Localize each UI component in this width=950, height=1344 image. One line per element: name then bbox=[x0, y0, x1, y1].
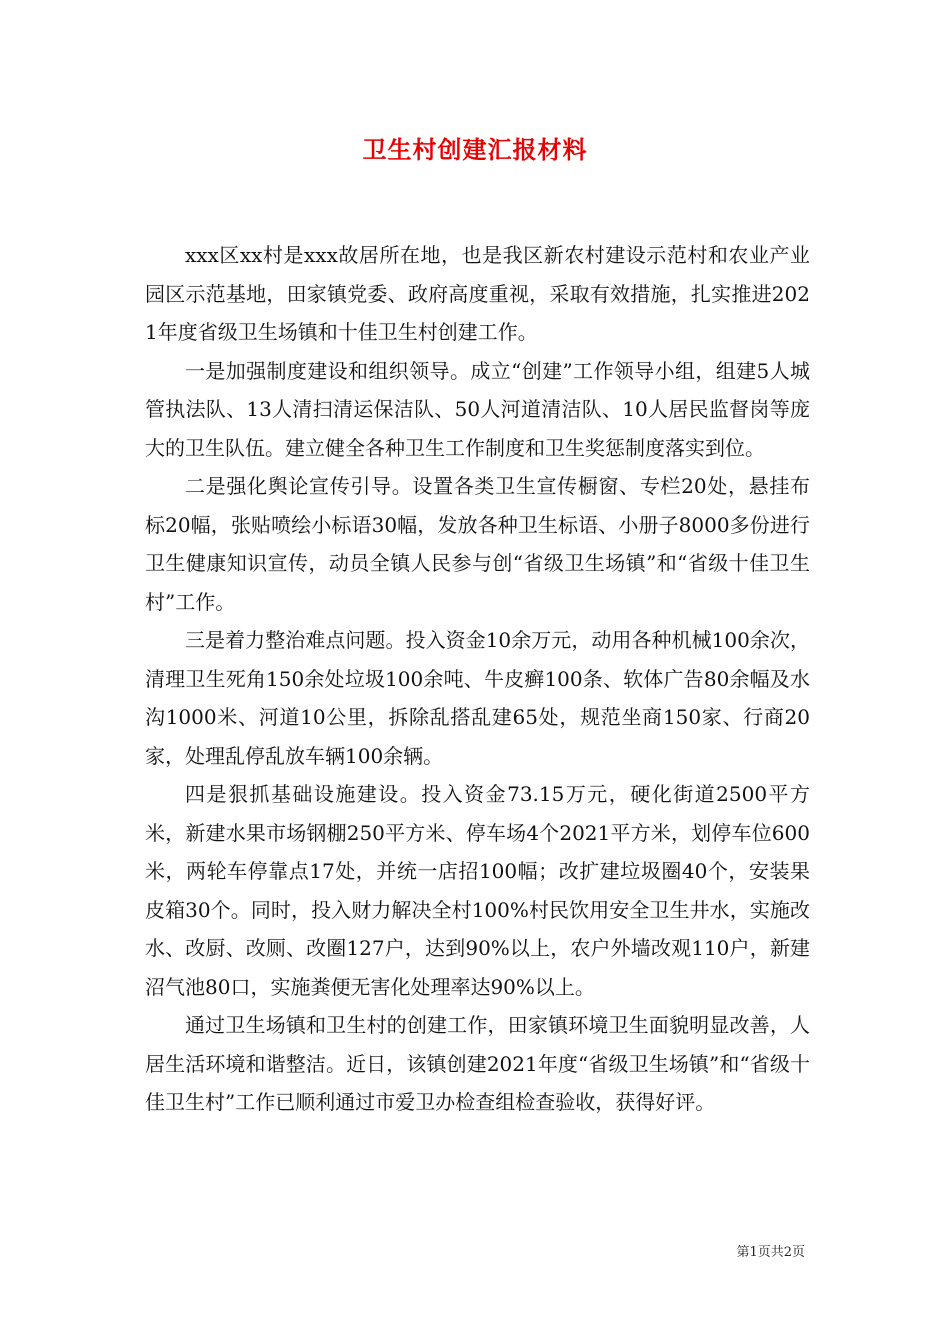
document-body bbox=[145, 236, 810, 1122]
paragraph-intro: xxx区xx村是xxx故居所在地，也是我区新农村建设示范村和农业产业园区示范基地，田家镇党委、政府高度重视，采取有效措施，扎实推进2021年度省级卫生场镇和十佳卫生村创建工作。 bbox=[145, 243, 810, 344]
page-number: 第1页共2页 bbox=[736, 1245, 805, 1260]
paragraph-conclusion: 通过卫生场镇和卫生村的创建工作，田家镇环境卫生面貌明显改善，人居生活环境和谐整洁。近日，该镇创建2021年度“省级卫生场镇”和“省级十佳卫生村”工作已顺利通过市爱卫办检查组检查验收，获得好评。 bbox=[145, 1013, 810, 1114]
paragraph-three: 三是着力整治难点问题。投入资金10余万元，动用各种机械100余次，清理卫生死角150余处垃圾100余吨、牛皮癣100条、软体广告80余幅及水沟1000米、河道10公里，拆除乱搭乱建65处，规范坐商150家、行商20家，处理乱停乱放车辆100余辆。 bbox=[145, 628, 810, 768]
paragraph-two: 二是强化舆论宣传引导。设置各类卫生宣传橱窗、专栏20处，悬挂布标20幅，张贴喷绘小标语30幅，发放各种卫生标语、小册子8000多份进行卫生健康知识宣传，动员全镇人民参与创“省级卫生场镇”和“省级十佳卫生村”工作。 bbox=[145, 474, 810, 614]
paragraph-four: 四是狠抓基础设施建设。投入资金73.15万元，硬化街道2500平方米，新建水果市场钢棚250平方米、停车场4个2021平方米，划停车位600米，两轮车停靠点17处，并统一店招100幅；改扩建垃圾圈40个，安装果皮箱30个。同时，投入财力解决全村100%村民饮用安全卫生井水，实施改水、改厨、改厕、改圈127户，达到90%以上，农户外墙改观110户，新建沼气池80口，实施粪便无害化处理率达90%以上。 bbox=[145, 782, 810, 999]
document-title: 卫生村创建汇报材料 bbox=[362, 135, 588, 164]
paragraph-one: 一是加强制度建设和组织领导。成立“创建”工作领导小组，组建5人城管执法队、13人清扫清运保洁队、50人河道清洁队、10人居民监督岗等庞大的卫生队伍。建立健全各种卫生工作制度和卫生奖惩制度落实到位。 bbox=[145, 358, 810, 460]
